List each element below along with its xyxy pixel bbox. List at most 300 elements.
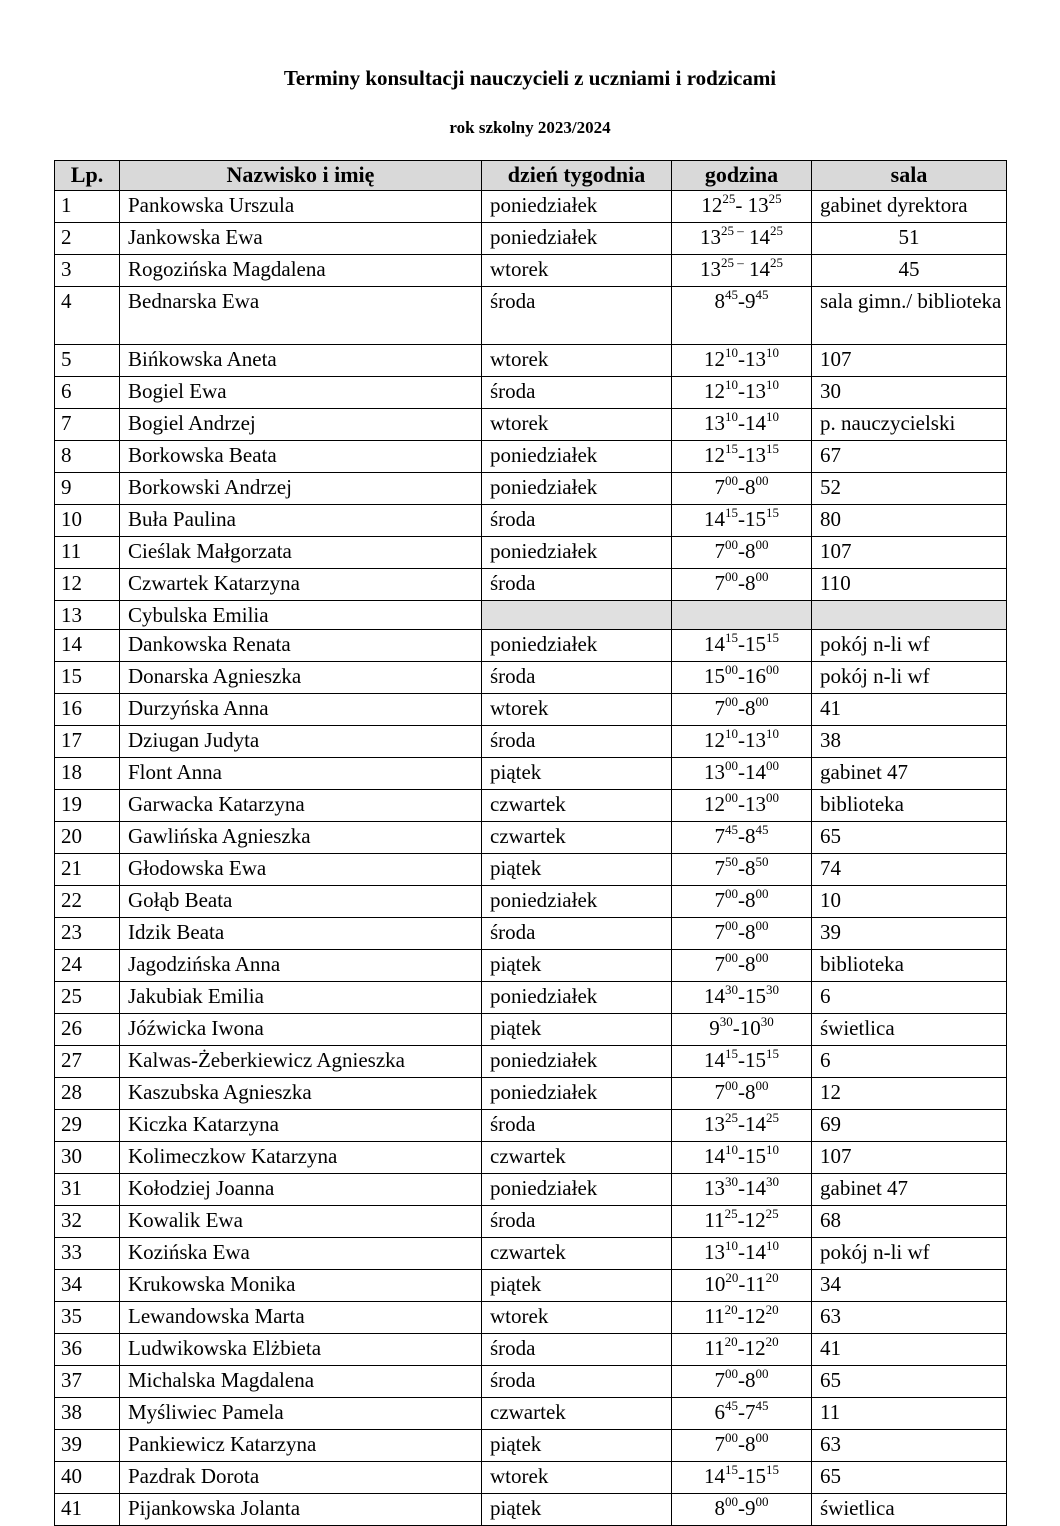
- start-minutes: 00: [725, 568, 738, 584]
- cell-hour: [672, 344, 812, 376]
- start-hour: 7: [714, 1080, 725, 1104]
- table-row: [55, 504, 1007, 536]
- start-minutes: 00: [725, 886, 738, 901]
- table-row: [55, 630, 1007, 662]
- cell-teacher-name: Idzik Beata: [120, 918, 482, 950]
- end-hour: 13: [745, 378, 766, 403]
- start-hour: 14: [704, 506, 725, 531]
- header-day: dzień tygodnia: [482, 161, 672, 191]
- cell-weekday: piątek: [482, 1494, 672, 1526]
- start-minutes: 15: [725, 630, 738, 645]
- cell-lp: 38: [55, 1398, 120, 1430]
- cell-hour: [672, 1398, 812, 1430]
- cell-lp: 26: [55, 1014, 120, 1046]
- cell-teacher-name: Flont Anna: [120, 758, 482, 790]
- cell-weekday: wtorek: [482, 1462, 672, 1494]
- start-minutes: 45: [725, 822, 738, 837]
- table-row: [55, 408, 1007, 440]
- start-minutes: 00: [725, 758, 738, 773]
- hour-separator: -: [737, 1304, 745, 1328]
- end-minutes: 30: [760, 1014, 774, 1029]
- end-hour: 14: [745, 410, 766, 435]
- cell-hour: [672, 190, 812, 222]
- cell-lp: 12: [55, 568, 120, 600]
- cell-teacher-name: Kiczka Katarzyna: [120, 1110, 482, 1142]
- start-minutes: 00: [725, 536, 738, 552]
- end-minutes: 10: [766, 344, 779, 360]
- start-hour: 13: [704, 1240, 725, 1264]
- table-row: [55, 1046, 1007, 1078]
- start-minutes: 25 –: [721, 254, 744, 270]
- start-minutes: 50: [725, 854, 738, 869]
- cell-room: świetlica: [812, 1494, 1007, 1526]
- cell-room: 41: [812, 1334, 1007, 1366]
- end-hour: 15: [745, 984, 766, 1008]
- start-hour: 14: [704, 1048, 725, 1072]
- table-row: [55, 1366, 1007, 1398]
- start-hour: 11: [704, 1336, 725, 1360]
- cell-weekday: poniedziałek: [482, 440, 672, 472]
- end-hour: 8: [745, 474, 756, 499]
- start-hour: 12: [704, 442, 725, 467]
- start-hour: 13: [700, 224, 721, 249]
- table-row: [55, 886, 1007, 918]
- start-hour: 14: [704, 632, 725, 656]
- end-hour: 13: [745, 728, 766, 752]
- cell-room: 67: [812, 440, 1007, 472]
- table-row: [55, 254, 1007, 286]
- cell-weekday: czwartek: [482, 822, 672, 854]
- cell-room: biblioteka: [812, 790, 1007, 822]
- hour-separator: -: [738, 378, 745, 403]
- cell-hour: [672, 536, 812, 568]
- cell-lp: 34: [55, 1270, 120, 1302]
- table-row: [55, 1270, 1007, 1302]
- table-row: [55, 440, 1007, 472]
- end-minutes: 00: [755, 918, 769, 933]
- start-hour: 12: [704, 378, 725, 403]
- end-hour: 14: [745, 760, 766, 784]
- cell-teacher-name: Borkowski Andrzej: [120, 472, 482, 504]
- school-year-subtitle: rok szkolny 2023/2024: [449, 118, 611, 137]
- end-minutes: 00: [755, 694, 769, 709]
- end-minutes: 20: [765, 1334, 779, 1349]
- hour-separator: -: [738, 1496, 745, 1520]
- end-hour: 10: [739, 1016, 761, 1040]
- end-hour: 14: [745, 1176, 766, 1200]
- cell-weekday: poniedziałek: [482, 630, 672, 662]
- start-hour: 7: [714, 570, 725, 595]
- end-minutes: 10: [766, 408, 779, 424]
- hour-separator: -: [738, 474, 745, 499]
- header-hour: godzina: [672, 161, 812, 191]
- table-row: [55, 694, 1007, 726]
- cell-lp: 9: [55, 472, 120, 504]
- cell-hour: [672, 1014, 812, 1046]
- cell-hour: [672, 1238, 812, 1270]
- table-row: [55, 1462, 1007, 1494]
- start-hour: 12: [704, 346, 725, 371]
- cell-weekday: poniedziałek: [482, 1174, 672, 1206]
- cell-teacher-name: Durzyńska Anna: [120, 694, 482, 726]
- cell-hour: [672, 1046, 812, 1078]
- hour-separator: -: [738, 288, 745, 313]
- cell-hour: [672, 790, 812, 822]
- start-minutes: 30: [725, 982, 738, 997]
- cell-lp: 10: [55, 504, 120, 536]
- start-minutes: 10: [725, 726, 738, 741]
- cell-weekday: poniedziałek: [482, 982, 672, 1014]
- cell-weekday: piątek: [482, 950, 672, 982]
- cell-hour: [672, 1270, 812, 1302]
- start-minutes: 00: [725, 662, 738, 677]
- start-minutes: 00: [725, 472, 738, 488]
- cell-weekday: środa: [482, 726, 672, 758]
- header-name: Nazwisko i imię: [120, 161, 482, 191]
- cell-room: sala gimn./ biblioteka: [812, 286, 1007, 344]
- end-hour: 8: [745, 1368, 756, 1392]
- cell-weekday: środa: [482, 918, 672, 950]
- cell-hour: [672, 822, 812, 854]
- cell-hour: [672, 1334, 812, 1366]
- end-minutes: 15: [766, 1462, 779, 1477]
- cell-weekday: [482, 600, 672, 630]
- cell-lp: 41: [55, 1494, 120, 1526]
- start-minutes: 25: [725, 1110, 738, 1125]
- header-lp: Lp.: [55, 161, 120, 191]
- table-row: [55, 1174, 1007, 1206]
- cell-lp: 19: [55, 790, 120, 822]
- end-minutes: 00: [755, 536, 769, 552]
- cell-teacher-name: Cybulska Emilia: [120, 600, 482, 630]
- start-hour: 14: [704, 984, 725, 1008]
- cell-teacher-name: Kowalik Ewa: [120, 1206, 482, 1238]
- cell-hour: [672, 1462, 812, 1494]
- hour-separator: -: [738, 952, 745, 976]
- end-hour: 8: [745, 856, 756, 880]
- hour-separator: -: [738, 1080, 745, 1104]
- cell-room: 63: [812, 1430, 1007, 1462]
- cell-hour: [672, 504, 812, 536]
- cell-teacher-name: Gawlińska Agnieszka: [120, 822, 482, 854]
- end-hour: 13: [745, 346, 766, 371]
- cell-lp: 17: [55, 726, 120, 758]
- cell-weekday: środa: [482, 568, 672, 600]
- start-hour: 7: [714, 888, 725, 912]
- end-hour: 7: [745, 1400, 756, 1424]
- end-hour: 9: [745, 1496, 756, 1520]
- end-hour: 12: [744, 1336, 766, 1360]
- cell-teacher-name: Głodowska Ewa: [120, 854, 482, 886]
- table-header-row: [55, 161, 1007, 191]
- hour-separator: -: [738, 1368, 745, 1392]
- end-hour: 14: [745, 1240, 766, 1264]
- cell-room: 68: [812, 1206, 1007, 1238]
- cell-teacher-name: Krukowska Monika: [120, 1270, 482, 1302]
- end-minutes: 45: [755, 822, 769, 837]
- cell-lp: 8: [55, 440, 120, 472]
- end-minutes: 25: [765, 1206, 779, 1221]
- cell-room: 107: [812, 1142, 1007, 1174]
- cell-room: 74: [812, 854, 1007, 886]
- start-minutes: 00: [725, 1430, 738, 1445]
- cell-weekday: środa: [482, 376, 672, 408]
- end-minutes: 00: [755, 886, 769, 901]
- start-minutes: 00: [725, 1494, 738, 1509]
- start-hour: 8: [714, 1496, 725, 1520]
- cell-teacher-name: Rogozińska Magdalena: [120, 254, 482, 286]
- start-hour: 11: [704, 1208, 725, 1232]
- cell-room: pokój n-li wf: [812, 1238, 1007, 1270]
- cell-hour: [672, 286, 812, 344]
- table-row: [55, 600, 1007, 630]
- table-row: [55, 854, 1007, 886]
- cell-weekday: piątek: [482, 1430, 672, 1462]
- start-hour: 7: [714, 1432, 725, 1456]
- table-row: [55, 568, 1007, 600]
- hour-separator: -: [738, 1272, 746, 1296]
- cell-weekday: poniedziałek: [482, 536, 672, 568]
- cell-room: 6: [812, 1046, 1007, 1078]
- hour-separator: -: [738, 760, 745, 784]
- header-room: sala: [812, 161, 1007, 191]
- start-hour: 7: [714, 1368, 725, 1392]
- cell-weekday: piątek: [482, 758, 672, 790]
- cell-room: 34: [812, 1270, 1007, 1302]
- cell-room: 65: [812, 1462, 1007, 1494]
- end-hour: 8: [745, 888, 756, 912]
- hour-separator: -: [738, 728, 745, 752]
- cell-lp: 32: [55, 1206, 120, 1238]
- end-minutes: 20: [765, 1302, 779, 1317]
- start-minutes: 10: [725, 344, 738, 360]
- end-minutes: 20: [765, 1270, 779, 1285]
- cell-room: gabinet 47: [812, 1174, 1007, 1206]
- cell-room: 69: [812, 1110, 1007, 1142]
- hour-separator: -: [738, 1176, 745, 1200]
- end-hour: 13: [747, 192, 769, 217]
- end-hour: 15: [745, 632, 766, 656]
- start-hour: 7: [714, 696, 725, 720]
- end-minutes: 15: [766, 504, 779, 520]
- cell-weekday: środa: [482, 286, 672, 344]
- start-minutes: 00: [725, 1366, 738, 1381]
- cell-teacher-name: Kalwas-Żeberkiewicz Agnieszka: [120, 1046, 482, 1078]
- end-hour: 8: [745, 952, 756, 976]
- cell-hour: [672, 854, 812, 886]
- end-minutes: 25: [768, 190, 782, 206]
- table-row: [55, 376, 1007, 408]
- end-minutes: 00: [755, 568, 769, 584]
- cell-teacher-name: Jankowska Ewa: [120, 222, 482, 254]
- cell-hour: [672, 758, 812, 790]
- cell-room: 65: [812, 822, 1007, 854]
- hour-separator: -: [738, 410, 745, 435]
- table-row: [55, 1078, 1007, 1110]
- start-minutes: 00: [725, 950, 738, 965]
- hour-separator: -: [738, 664, 745, 688]
- cell-teacher-name: Jóźwicka Iwona: [120, 1014, 482, 1046]
- cell-lp: 24: [55, 950, 120, 982]
- cell-hour: [672, 886, 812, 918]
- start-hour: 13: [704, 1176, 725, 1200]
- table-row: [55, 1334, 1007, 1366]
- hour-separator: -: [738, 1432, 745, 1456]
- end-minutes: 50: [755, 854, 769, 869]
- hour-separator: -: [738, 506, 745, 531]
- end-hour: 9: [745, 288, 756, 313]
- cell-lp: 14: [55, 630, 120, 662]
- table-row: [55, 982, 1007, 1014]
- end-minutes: 00: [755, 1366, 769, 1381]
- cell-room: 10: [812, 886, 1007, 918]
- start-hour: 7: [714, 920, 725, 944]
- start-minutes: 25: [722, 190, 736, 206]
- cell-hour: [672, 254, 812, 286]
- cell-lp: 30: [55, 1142, 120, 1174]
- end-hour: 12: [744, 1304, 766, 1328]
- start-hour: 10: [704, 1272, 726, 1296]
- cell-weekday: wtorek: [482, 694, 672, 726]
- cell-room: 12: [812, 1078, 1007, 1110]
- cell-lp: 1: [55, 190, 120, 222]
- end-minutes: 25: [770, 222, 783, 238]
- cell-room: [812, 600, 1007, 630]
- hour-separator: -: [738, 442, 745, 467]
- hour-separator: -: [738, 346, 745, 371]
- cell-teacher-name: Kaszubska Agnieszka: [120, 1078, 482, 1110]
- end-hour: 14: [749, 256, 770, 281]
- start-minutes: 30: [725, 1174, 738, 1189]
- cell-teacher-name: Donarska Agnieszka: [120, 662, 482, 694]
- end-hour: 15: [745, 506, 766, 531]
- end-minutes: 10: [766, 1238, 779, 1253]
- end-minutes: 00: [755, 1078, 769, 1093]
- cell-lp: 33: [55, 1238, 120, 1270]
- cell-hour: [672, 950, 812, 982]
- table-row: [55, 344, 1007, 376]
- start-hour: 7: [714, 474, 725, 499]
- end-hour: 8: [745, 538, 756, 563]
- end-minutes: 10: [766, 376, 779, 392]
- end-hour: 12: [744, 1208, 766, 1232]
- cell-room: 107: [812, 536, 1007, 568]
- hour-separator: -: [737, 1336, 745, 1360]
- cell-weekday: poniedziałek: [482, 222, 672, 254]
- end-minutes: 25: [770, 254, 783, 270]
- hour-separator: -: [738, 696, 745, 720]
- cell-weekday: wtorek: [482, 1302, 672, 1334]
- cell-hour: [672, 440, 812, 472]
- cell-teacher-name: Lewandowska Marta: [120, 1302, 482, 1334]
- cell-room: 80: [812, 504, 1007, 536]
- cell-hour: [672, 376, 812, 408]
- end-hour: 8: [745, 1432, 756, 1456]
- end-hour: 15: [745, 1464, 766, 1488]
- cell-room: 65: [812, 1366, 1007, 1398]
- cell-lp: 11: [55, 536, 120, 568]
- start-hour: 11: [704, 1304, 725, 1328]
- end-minutes: 15: [766, 440, 779, 456]
- cell-hour: [672, 662, 812, 694]
- end-minutes: 00: [766, 662, 779, 677]
- end-hour: 14: [745, 1112, 766, 1136]
- cell-teacher-name: Borkowska Beata: [120, 440, 482, 472]
- start-minutes: 00: [725, 1078, 738, 1093]
- cell-teacher-name: Czwartek Katarzyna: [120, 568, 482, 600]
- end-minutes: 10: [766, 1142, 779, 1157]
- hour-separator: -: [738, 1048, 745, 1072]
- start-hour: 12: [701, 192, 723, 217]
- cell-weekday: poniedziałek: [482, 1078, 672, 1110]
- cell-room: 45: [812, 254, 1007, 286]
- start-hour: 8: [714, 288, 725, 313]
- cell-hour: [672, 1110, 812, 1142]
- cell-teacher-name: Bednarska Ewa: [120, 286, 482, 344]
- cell-hour: [672, 1078, 812, 1110]
- table-row: [55, 1238, 1007, 1270]
- hour-separator: -: [738, 1464, 745, 1488]
- hour-separator: -: [738, 538, 745, 563]
- cell-lp: 4: [55, 286, 120, 344]
- cell-lp: 20: [55, 822, 120, 854]
- cell-weekday: środa: [482, 1206, 672, 1238]
- cell-hour: [672, 472, 812, 504]
- cell-room: gabinet 47: [812, 758, 1007, 790]
- table-row: [55, 726, 1007, 758]
- start-hour: 14: [704, 1144, 725, 1168]
- cell-weekday: środa: [482, 1110, 672, 1142]
- cell-room: biblioteka: [812, 950, 1007, 982]
- cell-weekday: poniedziałek: [482, 886, 672, 918]
- end-minutes: 15: [766, 1046, 779, 1061]
- cell-teacher-name: Pankiewicz Katarzyna: [120, 1430, 482, 1462]
- cell-room: 30: [812, 376, 1007, 408]
- cell-lp: 21: [55, 854, 120, 886]
- cell-lp: 5: [55, 344, 120, 376]
- cell-teacher-name: Jakubiak Emilia: [120, 982, 482, 1014]
- end-minutes: 15: [766, 630, 779, 645]
- cell-room: p. nauczycielski: [812, 408, 1007, 440]
- end-minutes: 45: [755, 286, 769, 302]
- hour-separator: -: [738, 888, 745, 912]
- end-hour: 14: [749, 224, 770, 249]
- hour-separator: -: [738, 1240, 745, 1264]
- cell-weekday: piątek: [482, 1014, 672, 1046]
- cell-teacher-name: Buła Paulina: [120, 504, 482, 536]
- start-minutes: 00: [725, 790, 738, 805]
- cell-hour: [672, 1494, 812, 1526]
- start-minutes: 20: [724, 1334, 738, 1349]
- cell-teacher-name: Pankowska Urszula: [120, 190, 482, 222]
- start-minutes: 00: [725, 918, 738, 933]
- hour-separator: -: [737, 1208, 745, 1232]
- table-row: [55, 1142, 1007, 1174]
- hour-separator: -: [738, 856, 745, 880]
- start-minutes: 00: [725, 694, 738, 709]
- end-minutes: 45: [755, 1398, 769, 1413]
- cell-hour: [672, 982, 812, 1014]
- table-row: [55, 1014, 1007, 1046]
- cell-weekday: piątek: [482, 854, 672, 886]
- start-hour: 12: [704, 792, 725, 816]
- cell-weekday: środa: [482, 504, 672, 536]
- cell-hour: [672, 1430, 812, 1462]
- cell-weekday: poniedziałek: [482, 1046, 672, 1078]
- cell-lp: 23: [55, 918, 120, 950]
- cell-teacher-name: Dankowska Renata: [120, 630, 482, 662]
- cell-teacher-name: Kolimeczkow Katarzyna: [120, 1142, 482, 1174]
